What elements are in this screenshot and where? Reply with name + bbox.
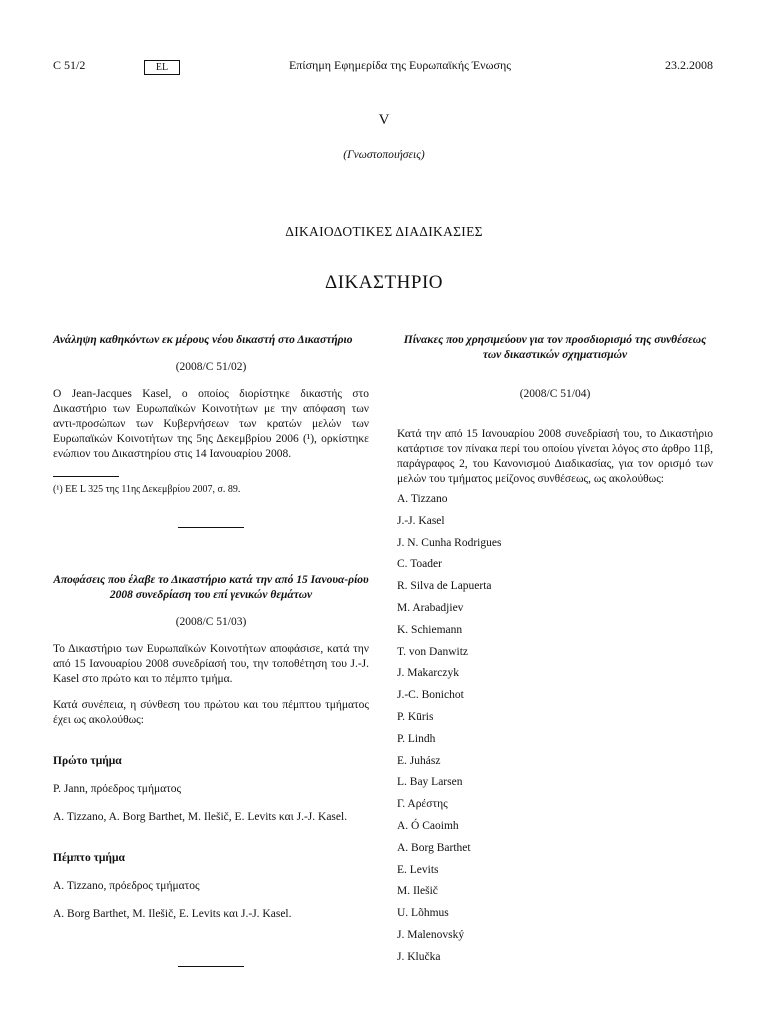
list-item: J. Makarczyk bbox=[397, 667, 459, 680]
list-item: K. Schiemann bbox=[397, 623, 463, 636]
list-item: R. Silva de Lapuerta bbox=[397, 580, 492, 593]
list-item: J.-C. Bonichot bbox=[397, 689, 464, 702]
list-item: P. Kūris bbox=[397, 710, 434, 723]
notice-3-reference: (2008/C 51/04) bbox=[519, 388, 591, 400]
notice-1-reference: (2008/C 51/02) bbox=[175, 361, 247, 373]
first-chamber-members: A. Tizzano, A. Borg Barthet, M. Ilešič, E. Levits και J.-J. Kasel. bbox=[53, 811, 348, 823]
journal-title: Επίσημη Εφημερίδα της Ευρωπαϊκής Ένωσης bbox=[288, 58, 512, 72]
notice-2 bbox=[53, 573, 369, 922]
list-item: E. Juhász bbox=[397, 754, 441, 767]
language-badge: EL bbox=[144, 60, 180, 75]
list-item: C. Toader bbox=[397, 558, 442, 571]
notice-2-body-2: Κατά συνέπεια, η σύνθεση του πρώτου και του πέμπτου τμήματος έχει ως ακολούθως: bbox=[53, 699, 369, 726]
list-item: J. Klučka bbox=[397, 950, 441, 963]
list-item: J. Malenovský bbox=[397, 928, 465, 941]
list-item: J.-J. Kasel bbox=[397, 514, 445, 527]
notice-1-footnote: (¹) ΕΕ L 325 της 11ης Δεκεμβρίου 2007, σ. 89. bbox=[53, 484, 241, 495]
fifth-chamber-members: A. Borg Barthet, M. Ilešič, E. Levits και J.-J. Kasel. bbox=[53, 908, 292, 920]
notice-1-body: Ο Jean-Jacques Kasel, ο οποίος διορίστηκε δικαστής στο Δικαστήριο των Ευρωπαϊκών Κοινοτήτων με την απόφαση των αντι-προσώπων των Κυβερνήσεων των κρατών μελών των Ευρωπαϊκών Κοινοτήτων της 5ης Δεκεμβρίου 2006 (¹), ορκίστηκε ενώπιον του Δικαστηρίου στις 14 Ιανουαρίου 2008. bbox=[53, 388, 369, 460]
list-item: P. Lindh bbox=[397, 732, 436, 745]
list-item: Γ. Αρέστης bbox=[397, 798, 448, 811]
list-item: M. Ilešič bbox=[397, 885, 438, 898]
notice-3 bbox=[397, 333, 713, 487]
list-item: A. Borg Barthet bbox=[397, 841, 471, 854]
notice-2-reference: (2008/C 51/03) bbox=[175, 616, 247, 628]
separator-line-bottom bbox=[178, 966, 244, 967]
list-item: M. Arabadjiev bbox=[397, 601, 464, 614]
notice-1 bbox=[53, 333, 369, 462]
notice-3-body: Κατά την από 15 Ιανουαρίου 2008 συνεδρίασή του, το Δικαστήριο κατάρτισε τον πίνακα περί του οποίου γίνεται λόγος στο άρθρο 11β, παράγραφος 2, του Κανονισμού Διαδικασίας, για τον ορισμό των μελών του τμήματος μείζονος συνθέσεως, ως ακολούθως: bbox=[397, 428, 713, 485]
list-item: A. Ó Caoimh bbox=[397, 819, 459, 832]
footnote-divider bbox=[53, 476, 119, 477]
section-title: ΔΙΚΑΙΟΔΟΤΙΚΕΣ ΔΙΑΔΙΚΑΣΙΕΣ bbox=[285, 224, 483, 239]
court-title: ΔΙΚΑΣΤΗΡΙΟ bbox=[325, 272, 443, 293]
list-item: E. Levits bbox=[397, 863, 439, 876]
part-numeral: V bbox=[378, 112, 390, 128]
first-chamber-president: P. Jann, πρόεδρος τμήματος bbox=[53, 783, 182, 795]
list-item: A. Tizzano bbox=[397, 493, 448, 505]
notice-1-title: Ανάληψη καθηκόντων εκ μέρους νέου δικαστή στο Δικαστήριο bbox=[53, 334, 353, 346]
first-chamber-title: Πρώτο τμήμα bbox=[53, 755, 122, 767]
notice-3-title: Πίνακες που χρησιμεύουν για τον προσδιορισμό της συνθέσεως των δικαστικών σχηματισμών bbox=[403, 334, 707, 361]
notice-2-title: Αποφάσεις που έλαβε το Δικαστήριο κατά την από 15 Ιανουα-ρίου 2008 συνεδρίαση του επί γενικών θεμάτων bbox=[53, 574, 369, 601]
issue-date: 23.2.2008 bbox=[665, 58, 713, 72]
fifth-chamber-president: A. Tizzano, πρόεδρος τμήματος bbox=[53, 880, 200, 892]
list-item: T. von Danwitz bbox=[397, 645, 469, 658]
grand-chamber-judges-list bbox=[397, 492, 713, 972]
part-subtitle: (Γνωστοποιήσεις) bbox=[343, 149, 425, 161]
list-item: J. N. Cunha Rodrigues bbox=[397, 536, 502, 549]
page-reference: C 51/2 bbox=[53, 58, 86, 72]
list-item: L. Bay Larsen bbox=[397, 776, 463, 789]
notice-2-body-1: Το Δικαστήριο των Ευρωπαϊκών Κοινοτήτων αποφάσισε, κατά την από 15 Ιανουαρίου 2008 συνεδρίασή του, την τοποθέτηση του J.-J. Kasel στο πρώτο και το πέμπτο τμήμα. bbox=[53, 643, 369, 685]
list-item: U. Lõhmus bbox=[397, 907, 449, 920]
fifth-chamber-title: Πέμπτο τμήμα bbox=[53, 852, 125, 864]
separator-line bbox=[178, 527, 244, 528]
